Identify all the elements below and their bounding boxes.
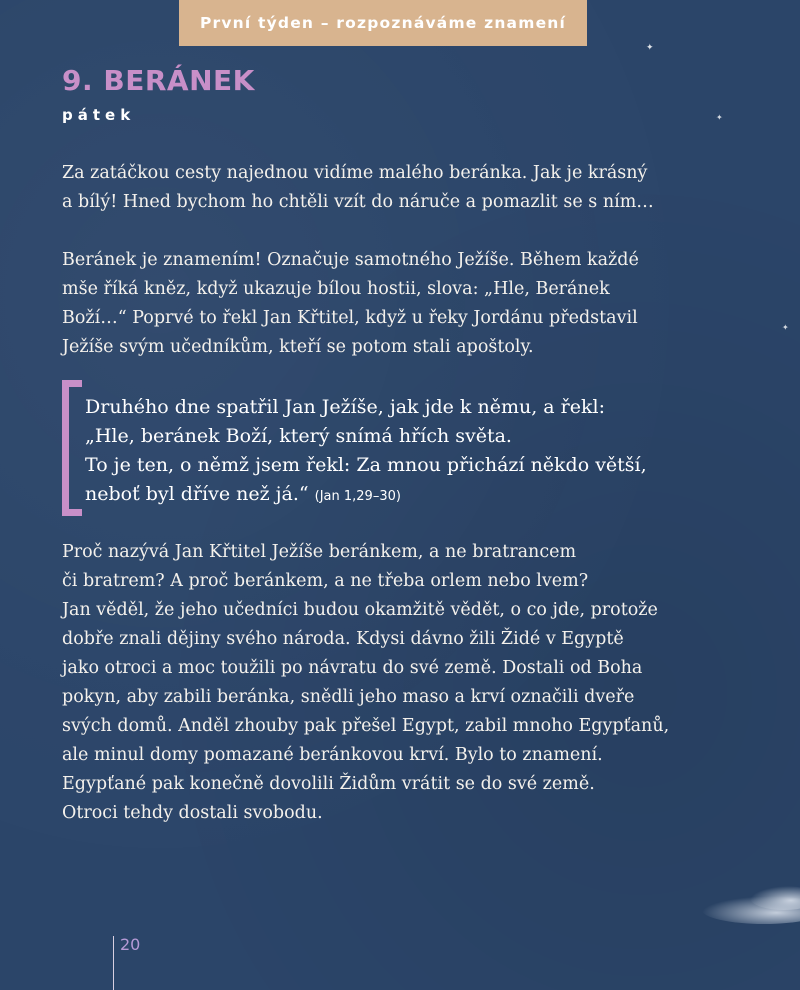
explanation-paragraph: Beránek je znamením! Označuje samotného Ježíše. Během každé mše říká kněz, když ukazuje bílou hostii, slova: „Hle, Beránek Boží…“ Poprvé to řekl Jan Křtitel, když u řeky Jordánu představil Ježíše svým učedníkům, kteří se potom stali apoštoly. — [62, 250, 639, 357]
quote-reference: (Jan 1,29–30) — [314, 489, 401, 504]
intro-paragraph: Za zatáčkou cesty najednou vidíme malého beránka. Jak je krásný a bílý! Hned bychom ho chtěli vzít do náruče a pomazlit se s ním… — [62, 163, 654, 212]
quote-bracket — [62, 380, 82, 516]
page-number-divider — [113, 936, 114, 990]
quote-text: Druhého dne spatřil Jan Ježíše, jak jde k němu, a řekl: „Hle, beránek Boží, který snímá hřích světa. To je ten, o němž jsem řekl: Za mnou přichází někdo větší, neboť byl dříve než já.“ — [85, 396, 647, 505]
bible-quote — [85, 393, 725, 511]
chapter-day: pátek — [62, 106, 136, 124]
cloud-decoration-icon — [684, 868, 800, 938]
star-icon: ✦ — [716, 113, 723, 122]
section-header-tab — [179, 0, 587, 46]
chapter-title: 9. BERÁNEK — [62, 64, 255, 97]
star-icon: ✦ — [782, 323, 789, 332]
section-label: První týden – rozpoznáváme znamení — [199, 14, 567, 32]
page-number: 20 — [120, 935, 141, 954]
star-icon: ✦ — [646, 43, 654, 53]
story-paragraph: Proč nazývá Jan Křtitel Ježíše beránkem, a ne bratrancem či bratrem? A proč beránkem, a ne třeba orlem nebo lvem? Jan věděl, že jeho učedníci budou okamžitě vědět, o co jde, protože dobře znali dějiny svého národa. Kdysi dávno žili Židé v Egyptě jako otroci a moc toužili po návratu do své země. Dostali od Boha pokyn, aby zabili beránka, snědli jeho maso a krví označili dveře svých domů. Anděl zhouby pak přešel Egypt, zabil mnoho Egypťanů, ale minul domy pomazané beránkovou krví. Bylo to znamení. Egypťané pak konečně dovolili Židům vrátit se do své země. Otroci tehdy dostali svobodu. — [62, 542, 670, 823]
